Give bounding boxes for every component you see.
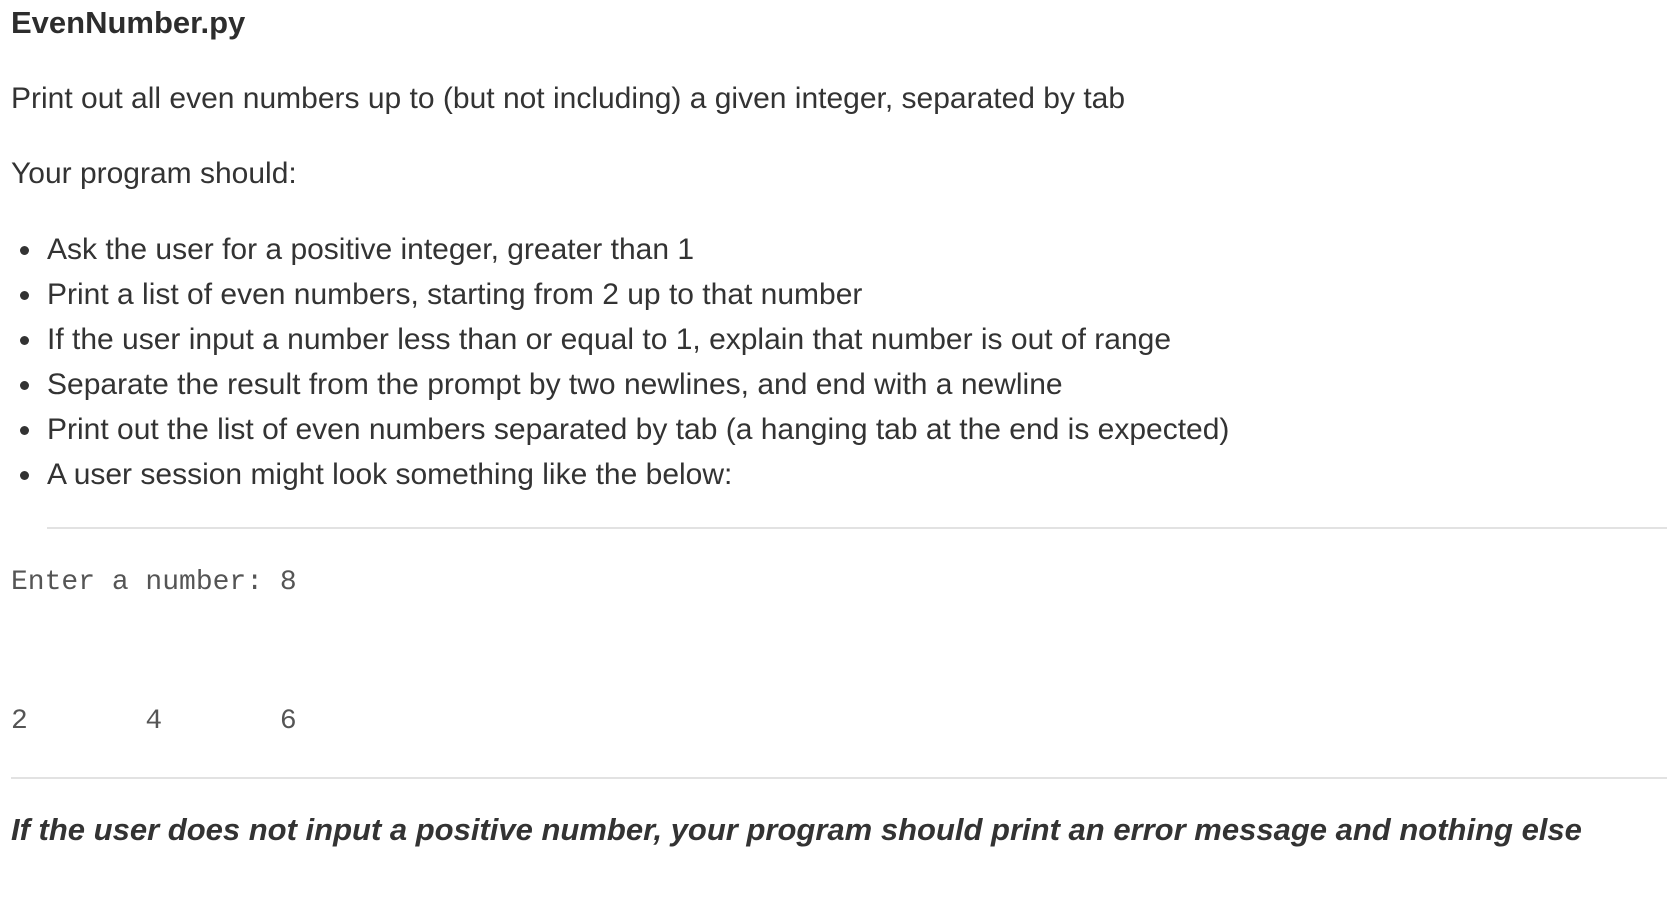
session-prompt-line: Enter a number: 8 — [11, 567, 297, 598]
requirements-list — [0, 230, 1229, 500]
list-item-text: Print a list of even numbers, starting from 2 up to that number — [47, 278, 863, 311]
list-item — [0, 455, 1229, 500]
list-item-text: Ask the user for a positive integer, greater than 1 — [47, 233, 695, 266]
error-handling-note: If the user does not input a positive number, your program should print an error message and nothing else — [11, 812, 1582, 847]
list-item — [0, 275, 1229, 320]
list-item-text: Separate the result from the prompt by two newlines, and end with a newline — [47, 368, 1063, 401]
bullet-icon — [20, 246, 29, 255]
list-item — [0, 410, 1229, 455]
list-item-text: If the user input a number less than or equal to 1, explain that number is out of range — [47, 323, 1172, 356]
list-item — [0, 230, 1229, 275]
page-title: EvenNumber.py — [11, 5, 246, 40]
section-divider — [11, 777, 1667, 779]
bullet-icon — [20, 471, 29, 480]
bullet-icon — [20, 381, 29, 390]
task-description: Print out all even numbers up to (but not including) a given integer, separated by tab — [11, 82, 1126, 115]
section-divider — [47, 527, 1667, 529]
requirements-lead: Your program should: — [11, 157, 297, 190]
bullet-icon — [20, 291, 29, 300]
list-item-text: A user session might look something like the below: — [47, 458, 733, 491]
list-item — [0, 320, 1229, 365]
session-output-line: 2 4 6 — [11, 706, 297, 737]
bullet-icon — [20, 336, 29, 345]
bullet-icon — [20, 426, 29, 435]
list-item — [0, 365, 1229, 410]
list-item-text: Print out the list of even numbers separated by tab (a hanging tab at the end is expected) — [47, 413, 1230, 446]
